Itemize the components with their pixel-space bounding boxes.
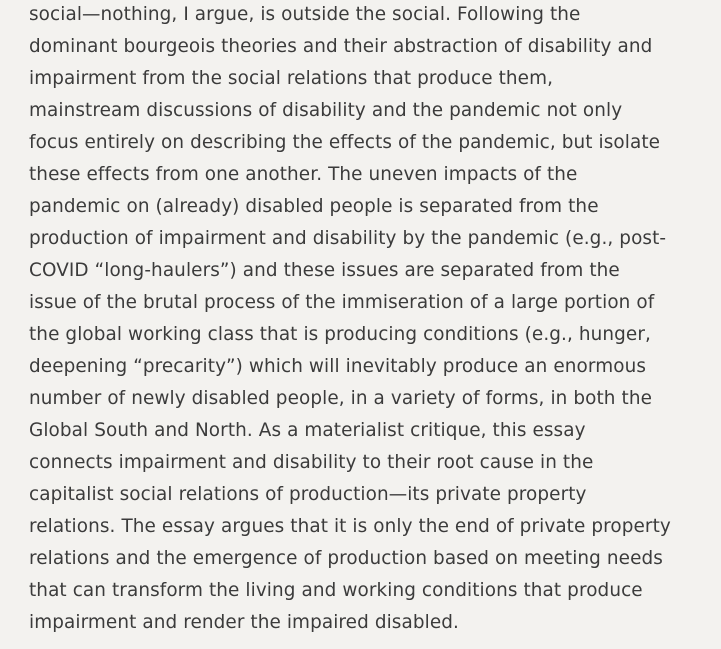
- paragraph-line: impairment from the social relations that produce them,: [29, 68, 554, 89]
- article-paragraph: [29, 0, 709, 639]
- paragraph-line: pandemic on (already) disabled people is separated from the: [29, 196, 599, 217]
- paragraph-line: Global South and North. As a materialist critique, this essay: [29, 420, 586, 441]
- paragraph-line: capitalist social relations of production—its private property: [29, 484, 587, 505]
- paragraph-line: relations. The essay argues that it is only the end of private property: [29, 516, 671, 537]
- paragraph-line: these effects from one another. The uneven impacts of the: [29, 164, 578, 185]
- paragraph-line: relations and the emergence of production based on meeting needs: [29, 548, 663, 569]
- paragraph-line: social—nothing, I argue, is outside the social. Following the: [29, 4, 581, 25]
- paragraph-line: impairment and render the impaired disabled.: [29, 612, 459, 633]
- paragraph-line: production of impairment and disability by the pandemic (e.g., post-: [29, 228, 667, 249]
- paragraph-line: the global working class that is producing conditions (e.g., hunger,: [29, 324, 651, 345]
- paragraph-line: number of newly disabled people, in a variety of forms, in both the: [29, 388, 652, 409]
- paragraph-line: dominant bourgeois theories and their abstraction of disability and: [29, 36, 653, 57]
- paragraph-line: COVID “long-haulers”) and these issues are separated from the: [29, 260, 620, 281]
- paragraph-line: connects impairment and disability to their root cause in the: [29, 452, 594, 473]
- paragraph-line: deepening “precarity”) which will inevitably produce an enormous: [29, 356, 647, 377]
- paragraph-line: mainstream discussions of disability and the pandemic not only: [29, 100, 623, 121]
- paragraph-line: that can transform the living and working conditions that produce: [29, 580, 643, 601]
- paragraph-line: focus entirely on describing the effects of the pandemic, but isolate: [29, 132, 661, 153]
- paragraph-line: issue of the brutal process of the immiseration of a large portion of: [29, 292, 655, 313]
